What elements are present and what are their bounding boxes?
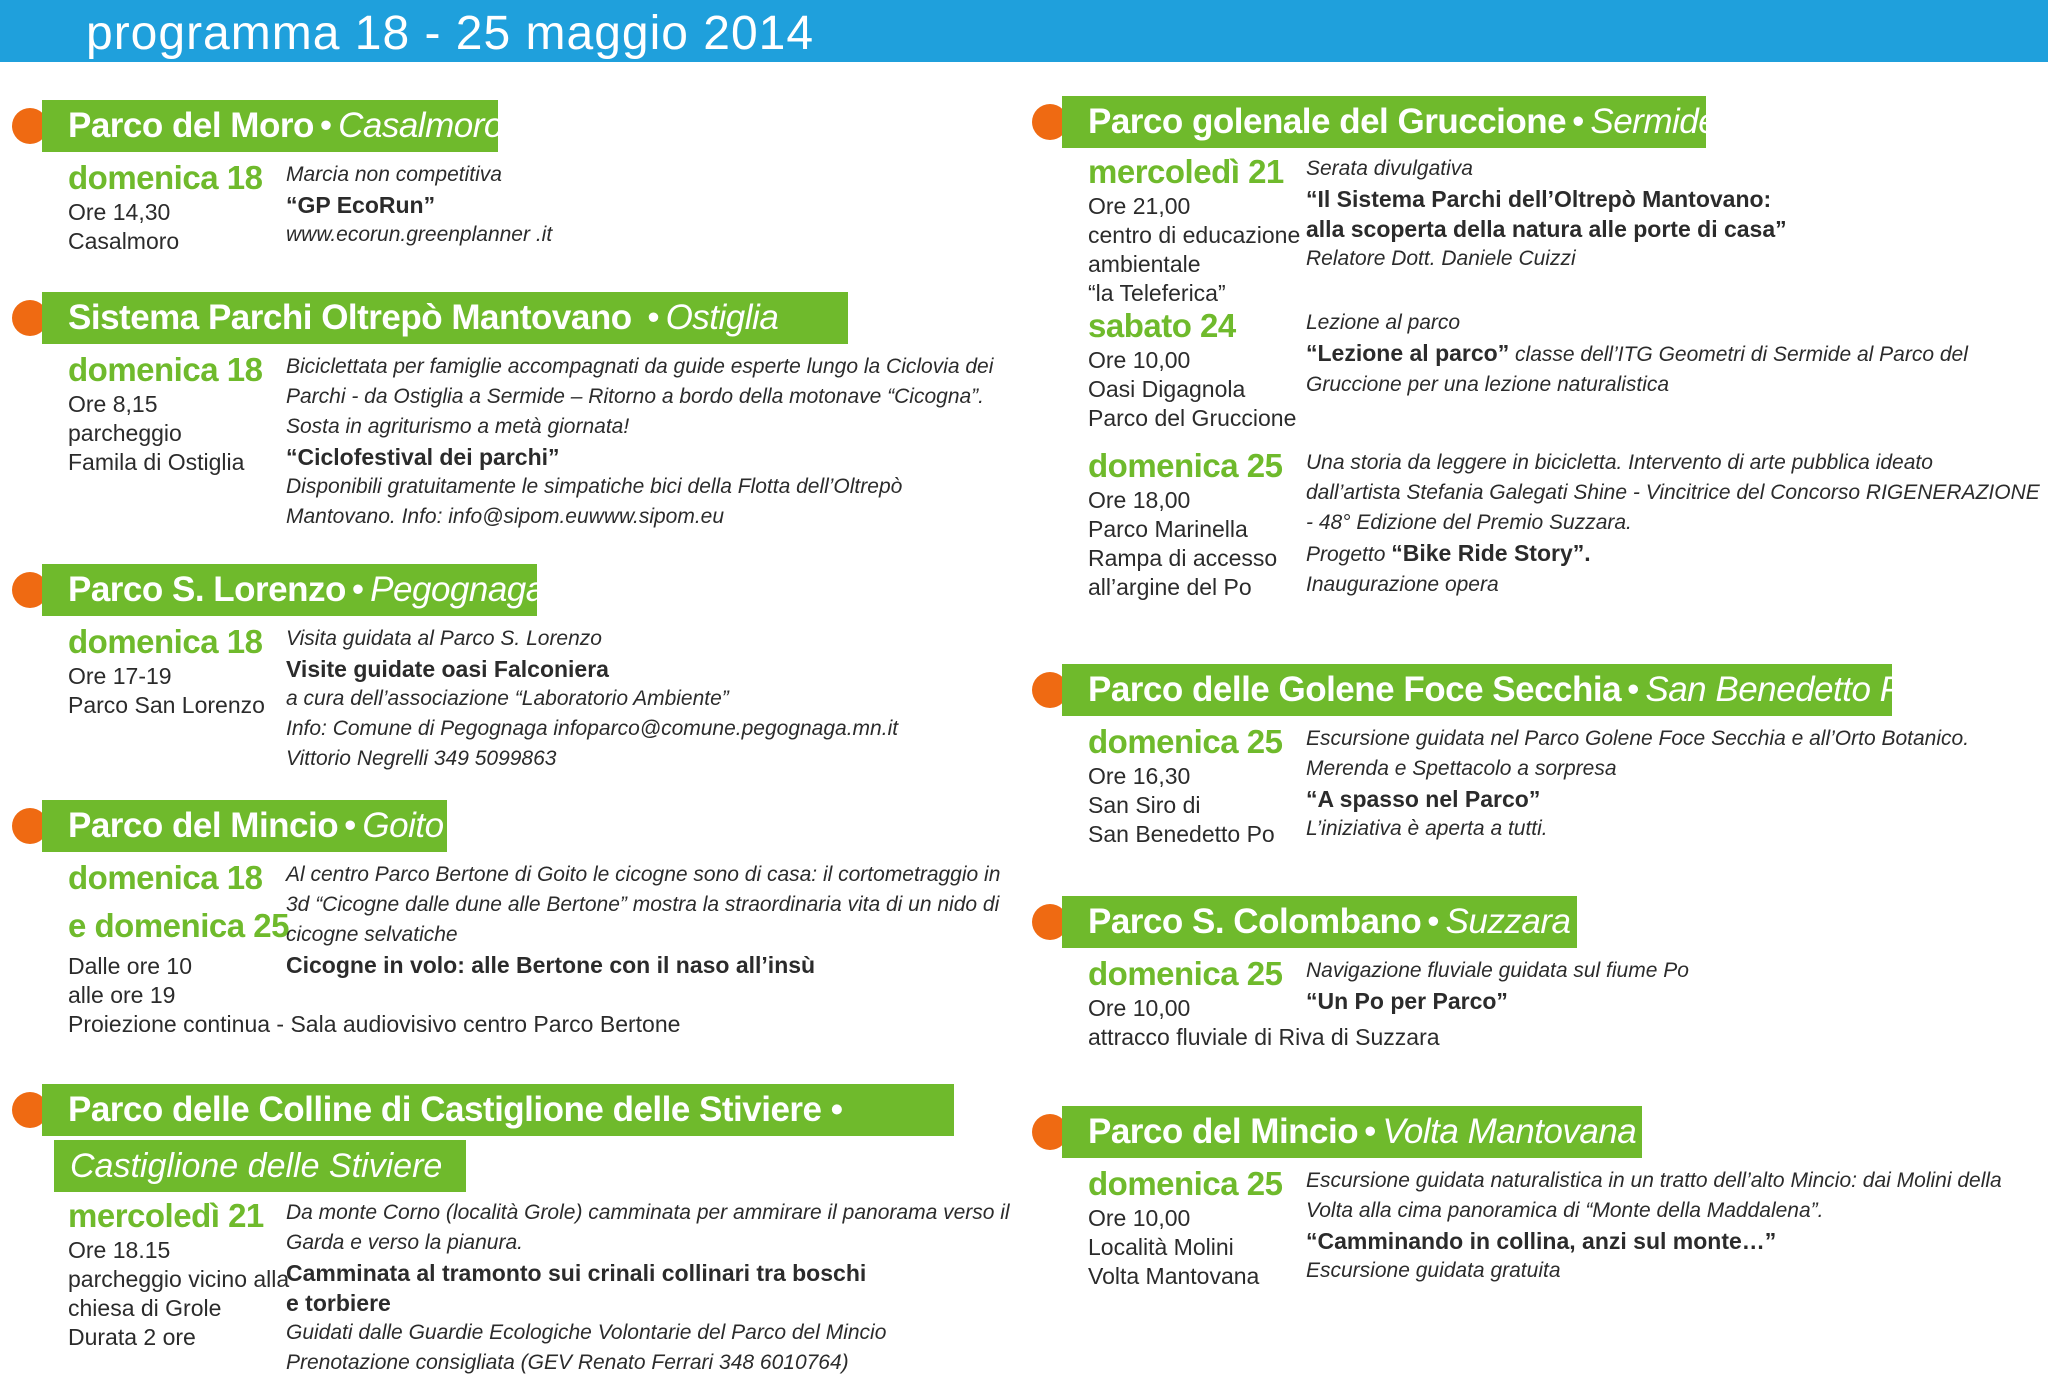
event-desc: Disponibili gratuitamente le simpatiche bici della Flotta dell’Oltrepò (286, 475, 903, 498)
event-title: “Lezione al parco” (1306, 340, 1510, 366)
event-day: domenica 18 (68, 351, 263, 388)
event-title: Visite guidate oasi Falconiera (286, 656, 609, 682)
park-name: Parco golenale del Gruccione (1088, 102, 1567, 141)
event-day: domenica 18 (68, 859, 263, 896)
header-bar (0, 0, 2048, 62)
event-desc: Mantovano. Info: info@sipom.euwww.sipom.eu (286, 505, 725, 528)
event-info: Ore 21,00 (1088, 193, 1191, 219)
event-title: “Un Po per Parco” (1306, 988, 1508, 1014)
event-info: Famila di Ostiglia (68, 449, 245, 475)
park-town: Casalmoro (338, 106, 503, 145)
event-title: e torbiere (286, 1290, 391, 1316)
park-header: Parco delle Golene Foce Secchia • San Benedetto Po (1062, 664, 1892, 716)
park-name: Parco del Mincio (68, 806, 339, 845)
event-info: centro di educazione (1088, 222, 1301, 248)
event-info: Ore 18.15 (68, 1237, 171, 1263)
park-header: Parco del Mincio • Volta Mantovana (1062, 1106, 1642, 1158)
event-desc: Escursione guidata naturalistica in un tratto dell’alto Mincio: dai Molini della (1306, 1169, 2002, 1192)
event-day: domenica 25 (1088, 723, 1283, 760)
park-header (42, 1084, 954, 1136)
event-title: “Bike Ride Story”. (1391, 540, 1591, 566)
event-info: Ore 14,30 (68, 199, 171, 225)
event-desc: Visita guidata al Parco S. Lorenzo (286, 627, 602, 650)
park-moro (0, 100, 1010, 254)
event-day: domenica 18 (68, 623, 263, 660)
event-desc: Lezione al parco (1306, 311, 1461, 334)
event-info: all’argine del Po (1088, 574, 1252, 600)
event-desc: dall’artista Stefania Galegati Shine - Vincitrice del Concorso RIGENERAZIONE (1306, 481, 2040, 504)
event-desc: Garda e verso la pianura. (286, 1231, 523, 1254)
park-town: Pegognaga (370, 570, 545, 609)
event-desc: cicogne selvatiche (286, 923, 458, 946)
park-name: Parco delle Colline di Castiglione delle Stiviere • (68, 1090, 843, 1129)
event-info: San Benedetto Po (1088, 821, 1275, 847)
event-desc: Sosta in agriturismo a metà giornata! (286, 415, 630, 438)
event-day: mercoledì 21 (68, 1197, 264, 1234)
event-desc: Progetto (1306, 543, 1392, 566)
event-desc: Gruccione per una lezione naturalistica (1306, 373, 1670, 396)
event-desc: Volta alla cima panoramica di “Monte della Maddalena”. (1306, 1199, 1824, 1222)
event-day: mercoledì 21 (1088, 153, 1284, 190)
park-name: Parco delle Golene Foce Secchia (1088, 670, 1622, 709)
event-info: ambientale (1088, 251, 1201, 277)
event-info: Ore 17-19 (68, 663, 172, 689)
park-colline (0, 1084, 1010, 1374)
event-info: Rampa di accesso (1088, 545, 1278, 571)
park-name: Sistema Parchi Oltrepò Mantovano (68, 298, 632, 337)
event-info: Oasi Digagnola (1088, 376, 1246, 402)
event-desc: Da monte Corno (località Grole) camminata per ammirare il panorama verso il (286, 1201, 1010, 1224)
event-info: “la Teleferica” (1088, 280, 1226, 306)
event-title: alla scoperta della natura alle porte di casa” (1306, 216, 1787, 242)
event-info: Ore 16,30 (1088, 763, 1191, 789)
park-town: Ostiglia (665, 298, 779, 337)
event-title: Camminata al tramonto sui crinali collinari tra boschi (286, 1260, 867, 1286)
event-desc: Relatore Dott. Daniele Cuizzi (1306, 247, 1576, 270)
event-info: Ore 8,15 (68, 391, 158, 417)
event-desc: Escursione guidata gratuita (1306, 1259, 1561, 1282)
event-day: domenica 18 (68, 159, 263, 196)
event-day: domenica 25 (1088, 1165, 1283, 1202)
event-info: Località Molini (1088, 1234, 1234, 1260)
event-day: e domenica 25 (68, 907, 289, 944)
park-town: San Benedetto Po (1645, 670, 1922, 709)
event-info: alle ore 19 (68, 982, 176, 1008)
park-name: Parco S. Colombano (1088, 902, 1422, 941)
event-info: Ore 10,00 (1088, 347, 1191, 373)
event-desc: Guidati dalle Guardie Ecologiche Volontarie del Parco del Mincio (286, 1321, 887, 1344)
park-town: Volta Mantovana (1382, 1112, 1637, 1151)
event-desc: Inaugurazione opera (1306, 573, 1499, 596)
park-header: Parco golenale del Gruccione • Sermide (1062, 96, 1706, 148)
event-info: Volta Mantovana (1088, 1263, 1260, 1289)
event-info: Proiezione continua - Sala audiovisivo centro Parco Bertone (68, 1011, 681, 1037)
park-name: Parco del Moro (68, 106, 314, 145)
event-info: Durata 2 ore (68, 1324, 196, 1350)
event-info: Ore 18,00 (1088, 487, 1191, 513)
event-title: Cicogne in volo: alle Bertone con il naso all’insù (286, 952, 816, 978)
event-desc: Prenotazione consigliata (GEV Renato Ferrari 348 6010764) (286, 1351, 849, 1374)
event-desc: Vittorio Negrelli 349 5099863 (286, 747, 557, 770)
event-title: “Ciclofestival dei parchi” (286, 444, 560, 470)
event-info: chiesa di Grole (68, 1295, 222, 1321)
event-title: “Camminando in collina, anzi sul monte…” (1306, 1228, 1777, 1254)
event-info: parcheggio (68, 420, 182, 446)
page-title: programma 18 - 25 maggio 2014 (86, 7, 815, 60)
park-gruccione (1020, 96, 2048, 600)
park-town: Suzzara (1445, 902, 1571, 941)
event-desc: L’iniziativa è aperta a tutti. (1306, 817, 1548, 840)
event-info: Ore 10,00 (1088, 995, 1191, 1021)
event-desc: Una storia da leggere in bicicletta. Intervento di arte pubblica ideato (1306, 451, 1933, 474)
event-title: “GP EcoRun” (286, 192, 436, 218)
event-desc: Navigazione fluviale guidata sul fiume Po (1306, 959, 1689, 982)
event-desc: Merenda e Spettacolo a sorpresa (1306, 757, 1617, 780)
event-title: “Il Sistema Parchi dell’Oltrepò Mantovano: (1306, 186, 1772, 212)
park-secchia (1020, 664, 2048, 847)
park-town: Sermide (1590, 102, 1718, 141)
park-name: Parco S. Lorenzo (68, 570, 346, 609)
park-colombano (1020, 896, 2048, 1050)
event-info: attracco fluviale di Riva di Suzzara (1088, 1024, 1440, 1050)
park-header: Parco S. Lorenzo • Pegognaga (42, 564, 537, 616)
event-desc: Escursione guidata nel Parco Golene Foce Secchia e all’Orto Botanico. (1306, 727, 1970, 750)
park-header: Parco S. Colombano • Suzzara (1062, 896, 1577, 948)
park-town: Castiglione delle Stiviere (54, 1140, 466, 1192)
event-info: Parco Marinella (1088, 516, 1248, 542)
event-day: domenica 25 (1088, 955, 1283, 992)
park-town: Goito (362, 806, 444, 845)
event-day: domenica 25 (1088, 447, 1283, 484)
event-desc: Biciclettata per famiglie accompagnati da guide esperte lungo la Ciclovia dei (286, 355, 994, 378)
event-desc: Al centro Parco Bertone di Goito le cicogne sono di casa: il cortometraggio in (286, 863, 1001, 886)
event-title: “A spasso nel Parco” (1306, 786, 1541, 812)
event-info: Parco San Lorenzo (68, 692, 265, 718)
event-desc: Parchi - da Ostiglia a Sermide – Ritorno a bordo della motonave “Cicogna”. (286, 385, 985, 408)
event-link: www.ecorun.greenplanner .it (286, 223, 553, 246)
park-name: Parco del Mincio (1088, 1112, 1359, 1151)
event-info: Ore 10,00 (1088, 1205, 1191, 1231)
event-info: Casalmoro (68, 228, 180, 254)
park-header: Sistema Parchi Oltrepò Mantovano • Ostiglia (42, 292, 848, 344)
event-desc: Serata divulgativa (1306, 157, 1473, 180)
park-lorenzo (0, 564, 1010, 770)
event-desc: 3d “Cicogne dalle dune alle Bertone” mostra la straordinaria vita di un nido di (286, 893, 1000, 916)
event-info: parcheggio vicino alla (68, 1266, 290, 1292)
event-desc: Marcia non competitiva (286, 163, 502, 186)
event-desc: a cura dell’associazione “Laboratorio Ambiente” (286, 687, 729, 710)
event-day: sabato 24 (1088, 307, 1236, 344)
event-info: San Siro di (1088, 792, 1201, 818)
event-desc: classe dell’ITG Geometri di Sermide al Parco del (1509, 343, 1968, 366)
event-desc: Info: Comune di Pegognaga infoparco@comune.pegognaga.mn.it (286, 717, 899, 740)
park-header: Parco del Mincio • Goito (42, 800, 447, 852)
event-info: Parco del Gruccione (1088, 405, 1297, 431)
park-mincio-goito (0, 800, 1010, 1037)
park-mincio-volta (1020, 1106, 2048, 1289)
park-header: Parco del Moro • Casalmoro (42, 100, 498, 152)
park-oltrepo (0, 292, 1010, 528)
event-desc: - 48° Edizione del Premio Suzzara. (1306, 511, 1632, 534)
event-info: Dalle ore 10 (68, 953, 193, 979)
